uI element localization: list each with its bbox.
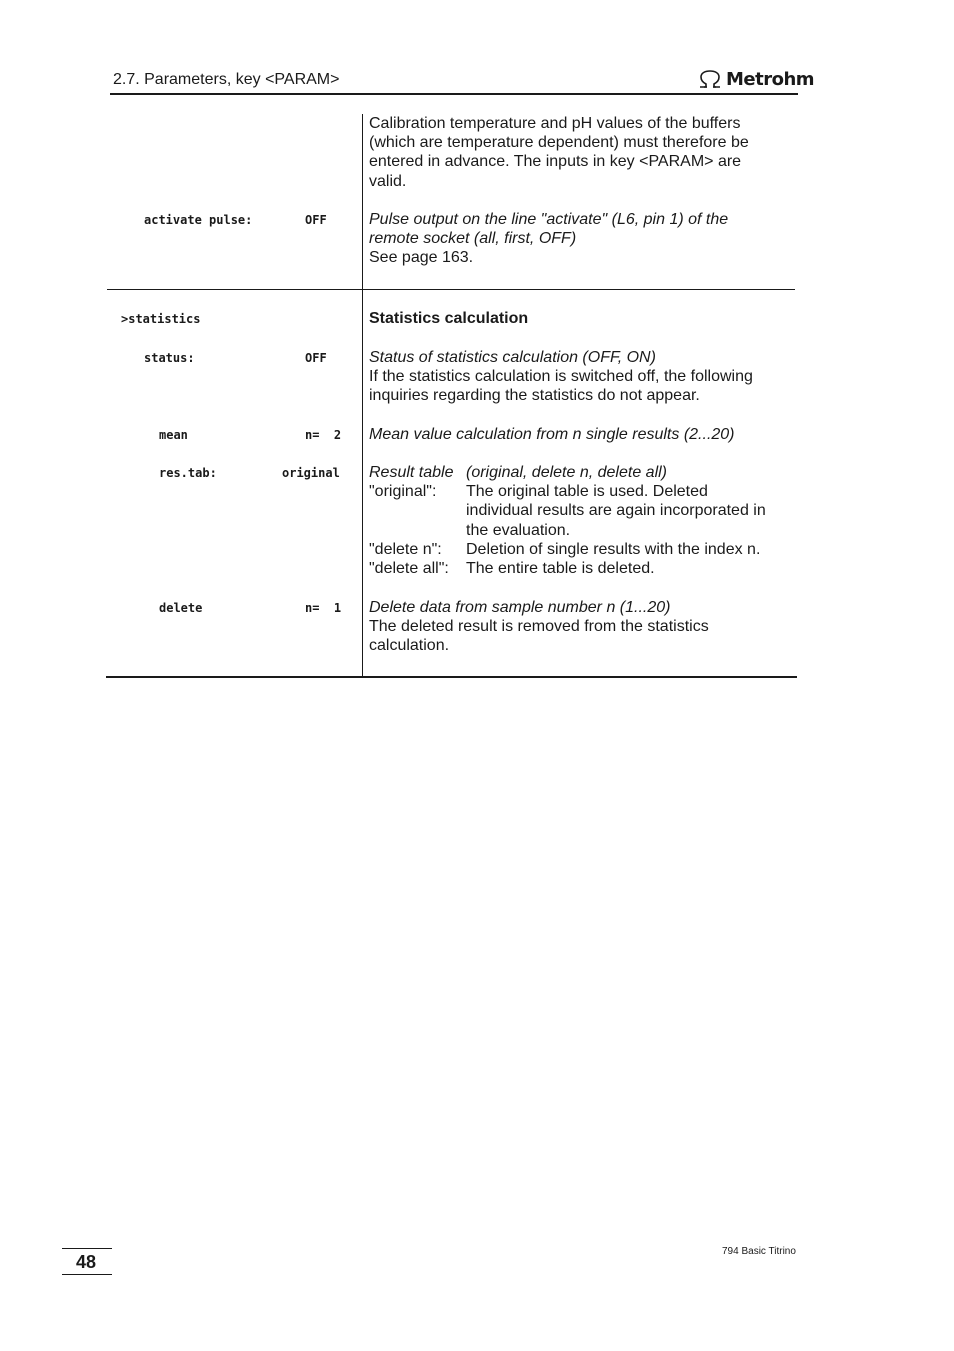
value-mean: n= 2 (305, 428, 342, 442)
text-line: valid. (369, 172, 407, 190)
section-title: 2.7. Parameters, key <PARAM> (113, 71, 340, 88)
text-line: individual results are again incorporated in (466, 502, 766, 520)
option-delete-all (369, 559, 794, 578)
res-tab-description (369, 463, 794, 578)
product-name: 794 Basic Titrino (722, 1246, 796, 1257)
param-delete: delete (159, 601, 203, 615)
value-delete: n= 1 (305, 601, 342, 615)
metrohm-logo (697, 67, 814, 91)
option-label: "delete n": (369, 540, 442, 558)
text-line: (which are temperature dependent) must therefore be (369, 134, 749, 152)
row-separator (107, 289, 795, 290)
value-res-tab: original (282, 466, 340, 480)
option-original (369, 482, 794, 540)
text-line: inquiries regarding the statistics do not appear. (369, 387, 700, 405)
text-line: Delete data from sample number n (1...20) (369, 599, 671, 616)
text-line: The original table is used. Deleted (466, 483, 708, 501)
text-line: The deleted result is removed from the statistics (369, 618, 709, 636)
page-number-rule-bottom (62, 1274, 112, 1275)
value-activate-pulse: OFF (305, 213, 327, 227)
column-divider (362, 114, 363, 677)
param-res-tab: res.tab: (159, 466, 217, 480)
option-text (466, 482, 766, 540)
text-span: (original, delete n, delete all) (466, 464, 668, 481)
table-bottom-rule (106, 676, 797, 678)
param-status: status: (144, 351, 195, 365)
page-number: 48 (75, 1252, 97, 1272)
page-number-rule-top (62, 1248, 112, 1249)
delete-description (369, 598, 794, 656)
option-delete-n (369, 540, 794, 559)
text-line: entered in advance. The inputs in key <PARAM> are (369, 153, 742, 171)
option-label: "original": (369, 483, 437, 501)
menu-statistics: >statistics (121, 312, 201, 326)
page-reference: See page 163. (369, 249, 474, 267)
option-label: "delete all": (369, 560, 449, 578)
text-line: Pulse output on the line "activate" (L6, pin 1) of the (369, 211, 729, 228)
text-line (369, 463, 794, 482)
header-rule (110, 93, 798, 95)
option-text: The entire table is deleted. (466, 560, 655, 578)
param-activate-pulse: activate pulse: (144, 213, 253, 227)
text-line: Calibration temperature and pH values of the buffers (369, 115, 741, 132)
text-line: Status of statistics calculation (OFF, ON) (369, 349, 656, 366)
option-text: Deletion of single results with the index n. (466, 540, 761, 558)
text-line: calculation. (369, 637, 450, 655)
mean-description: Mean value calculation from n single results (2...20) (369, 426, 735, 443)
value-status: OFF (305, 351, 327, 365)
text-line: If the statistics calculation is switched off, the following (369, 368, 753, 386)
logo-wordmark: Metrohm (726, 68, 815, 90)
omega-icon (697, 69, 723, 89)
text-line: remote socket (all, first, OFF) (369, 230, 577, 248)
param-mean: mean (159, 428, 188, 442)
text-line: the evaluation. (466, 521, 571, 539)
text-span: Result table (369, 464, 454, 481)
statistics-heading: Statistics calculation (369, 310, 529, 327)
status-description (369, 348, 794, 406)
calibration-note (369, 114, 794, 191)
pulse-description (369, 210, 794, 268)
